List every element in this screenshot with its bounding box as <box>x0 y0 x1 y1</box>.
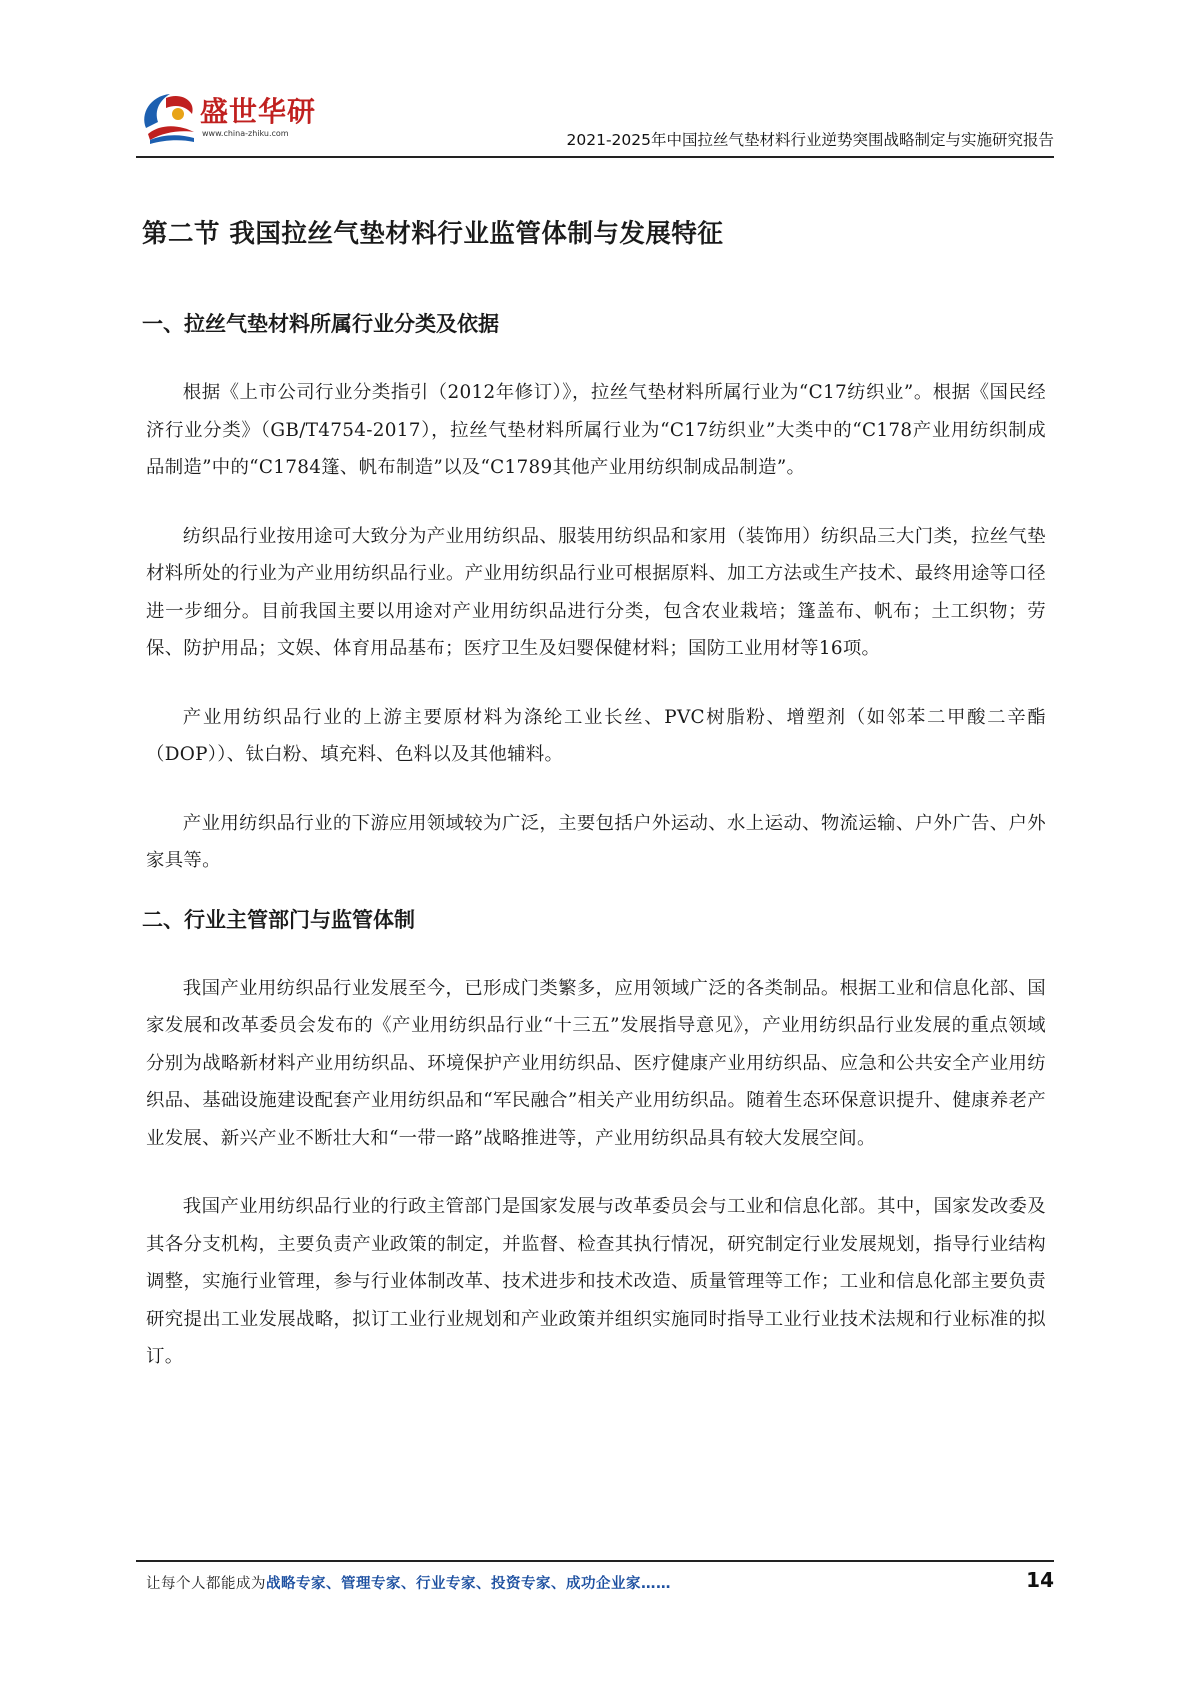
page-number: 14 <box>1026 1568 1054 1592</box>
subsection-title: 二、行业主管部门与监管体制 <box>142 907 415 932</box>
logo-emblem-icon <box>136 84 200 148</box>
footer-divider <box>136 1560 1054 1562</box>
section-title: 第二节 我国拉丝气垫材料行业监管体制与发展特征 <box>142 219 724 249</box>
paragraph: 产业用纺织品行业的下游应用领域较为广泛，主要包括户外运动、水上运动、物流运输、户外广告、户外家具等。 <box>146 812 1046 871</box>
page-body <box>142 214 1046 1407</box>
header-divider <box>136 156 1054 158</box>
logo-name: 盛世华研 <box>200 95 317 128</box>
report-title: 2021-2025年中国拉丝气垫材料行业逆势突围战略制定与实施研究报告 <box>566 131 1054 149</box>
company-logo <box>136 84 326 150</box>
logo-url: www.china-zhiku.com <box>202 129 289 138</box>
paragraph: 产业用纺织品行业的上游主要原材料为涤纶工业长丝、PVC树脂粉、增塑剂（如邻苯二甲酸二辛酯（DOP））、钛白粉、填充料、色料以及其他辅料。 <box>146 706 1046 765</box>
paragraph: 我国产业用纺织品行业发展至今，已形成门类繁多，应用领域广泛的各类制品。根据工业和信息化部、国家发展和改革委员会发布的《产业用纺织品行业“十三五”发展指导意见》，产业用纺织品行业发展的重点领域分别为战略新材料产业用纺织品、环境保护产业用纺织品、医疗健康产业用纺织品、应急和公共安全产业用纺织品、基础设施建设配套产业用纺织品和“军民融合”相关产业用纺织品。随着生态环保意识提升、健康养老产业发展、新兴产业不断壮大和“一带一路”战略推进等，产业用纺织品具有较大发展空间。 <box>146 977 1046 1149</box>
slogan-prefix: 让每个人都能成为 <box>146 1576 266 1592</box>
footer-slogan <box>146 1572 671 1593</box>
subsection-title: 一、拉丝气垫材料所属行业分类及依据 <box>142 312 499 336</box>
paragraph: 纺织品行业按用途可大致分为产业用纺织品、服装用纺织品和家用（装饰用）纺织品三大门类，拉丝气垫材料所处的行业为产业用纺织品行业。产业用纺织品行业可根据原料、加工方法或生产技术、最终用途等口径进一步细分。目前我国主要以用途对产业用纺织品进行分类，包含农业栽培；篷盖布、帆布；土工织物；劳保、防护用品；文娱、体育用品基布；医疗卫生及妇婴保健材料；国防工业用材等16项。 <box>146 525 1046 659</box>
page-header <box>0 0 1191 160</box>
paragraph: 我国产业用纺织品行业的行政主管部门是国家发展与改革委员会与工业和信息化部。其中，国家发改委及其各分支机构，主要负责产业政策的制定，并监督、检查其执行情况，研究制定行业发展规划，指导行业结构调整，实施行业管理，参与行业体制改革、技术进步和技术改造、质量管理等工作；工业和信息化部主要负责研究提出工业发展战略，拟订工业行业规划和产业政策并组织实施同时指导工业行业技术法规和行业标准的拟订。 <box>146 1196 1046 1367</box>
slogan-highlight: 战略专家、管理专家、行业专家、投资专家、成功企业家…… <box>266 1576 671 1592</box>
paragraph: 根据《上市公司行业分类指引（2012年修订）》，拉丝气垫材料所属行业为“C17纺织业”。根据《国民经济行业分类》（GB/T4754-2017），拉丝气垫材料所属行业为“C17纺织业”大类中的“C178产业用纺织制成品制造”中的“C1784篷、帆布制造”以及“C1789其他产业用纺织制成品制造”。 <box>146 382 1046 478</box>
